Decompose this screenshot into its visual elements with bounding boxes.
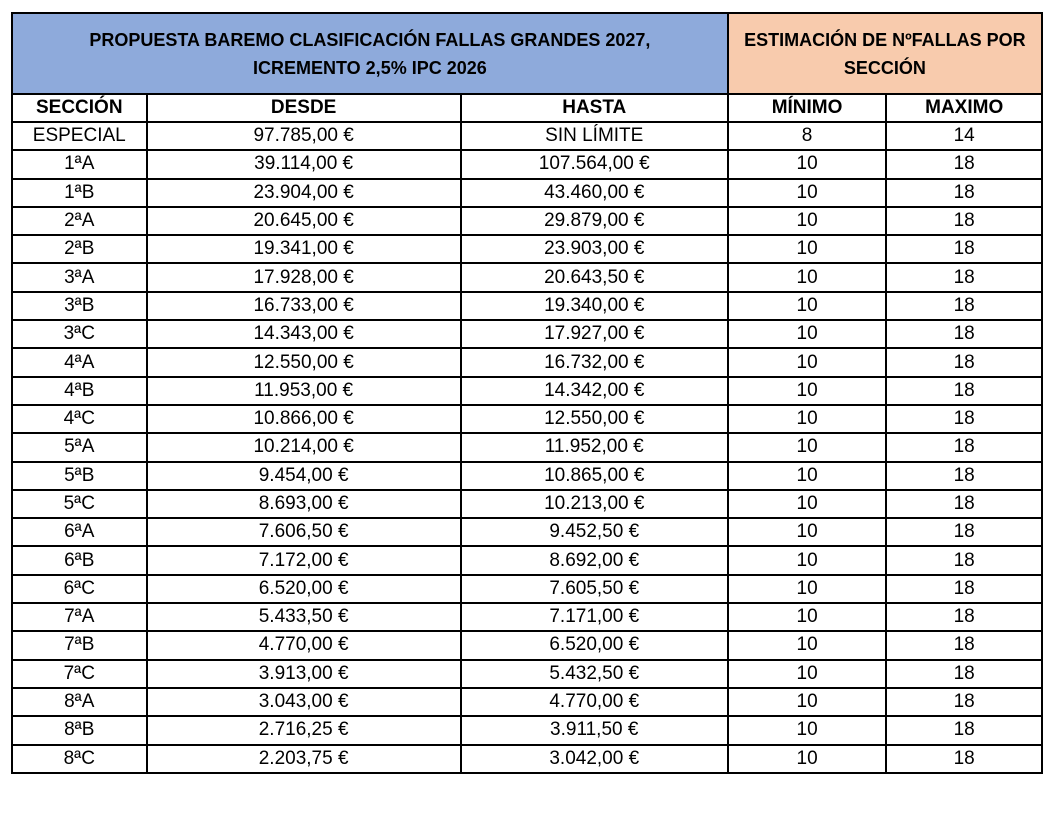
- cell-minimo: 10: [728, 716, 887, 744]
- column-header-row: [12, 94, 1042, 122]
- cell-desde: 7.172,00 €: [147, 546, 461, 574]
- cell-hasta: 4.770,00 €: [461, 688, 728, 716]
- table-row: [12, 575, 1042, 603]
- cell-maximo: 18: [886, 292, 1042, 320]
- table-row: [12, 207, 1042, 235]
- cell-hasta: 7.171,00 €: [461, 603, 728, 631]
- table-row: [12, 348, 1042, 376]
- cell-desde: 23.904,00 €: [147, 179, 461, 207]
- cell-maximo: 18: [886, 179, 1042, 207]
- cell-desde: 9.454,00 €: [147, 462, 461, 490]
- cell-minimo: 10: [728, 405, 887, 433]
- cell-minimo: 8: [728, 122, 887, 150]
- cell-minimo: 10: [728, 575, 887, 603]
- cell-desde: 39.114,00 €: [147, 150, 461, 178]
- cell-hasta: 3.911,50 €: [461, 716, 728, 744]
- cell-minimo: 10: [728, 603, 887, 631]
- cell-hasta: 20.643,50 €: [461, 263, 728, 291]
- cell-maximo: 18: [886, 235, 1042, 263]
- table-row: [12, 518, 1042, 546]
- cell-hasta: 17.927,00 €: [461, 320, 728, 348]
- table-row: [12, 716, 1042, 744]
- cell-desde: 10.214,00 €: [147, 433, 461, 461]
- cell-seccion: 3ªC: [12, 320, 147, 348]
- cell-hasta: 9.452,50 €: [461, 518, 728, 546]
- cell-hasta: 107.564,00 €: [461, 150, 728, 178]
- cell-seccion: ESPECIAL: [12, 122, 147, 150]
- cell-desde: 7.606,50 €: [147, 518, 461, 546]
- cell-hasta: 3.042,00 €: [461, 745, 728, 773]
- cell-minimo: 10: [728, 292, 887, 320]
- cell-seccion: 7ªB: [12, 631, 147, 659]
- cell-minimo: 10: [728, 518, 887, 546]
- table-row: [12, 546, 1042, 574]
- table-row: [12, 263, 1042, 291]
- header-hasta: HASTA: [461, 94, 728, 122]
- cell-minimo: 10: [728, 348, 887, 376]
- cell-hasta: 19.340,00 €: [461, 292, 728, 320]
- cell-desde: 19.341,00 €: [147, 235, 461, 263]
- cell-maximo: 18: [886, 490, 1042, 518]
- cell-desde: 10.866,00 €: [147, 405, 461, 433]
- cell-seccion: 1ªB: [12, 179, 147, 207]
- cell-maximo: 18: [886, 405, 1042, 433]
- cell-desde: 8.693,00 €: [147, 490, 461, 518]
- table-row: [12, 660, 1042, 688]
- cell-maximo: 18: [886, 546, 1042, 574]
- table-row: [12, 433, 1042, 461]
- cell-hasta: 29.879,00 €: [461, 207, 728, 235]
- cell-maximo: 18: [886, 716, 1042, 744]
- cell-maximo: 18: [886, 150, 1042, 178]
- cell-seccion: 4ªA: [12, 348, 147, 376]
- table-row: [12, 292, 1042, 320]
- table-row: [12, 462, 1042, 490]
- cell-seccion: 5ªA: [12, 433, 147, 461]
- cell-minimo: 10: [728, 660, 887, 688]
- header-desde: DESDE: [147, 94, 461, 122]
- cell-hasta: 5.432,50 €: [461, 660, 728, 688]
- cell-desde: 12.550,00 €: [147, 348, 461, 376]
- cell-minimo: 10: [728, 745, 887, 773]
- cell-minimo: 10: [728, 462, 887, 490]
- cell-maximo: 14: [886, 122, 1042, 150]
- cell-seccion: 5ªB: [12, 462, 147, 490]
- table-title-line1: PROPUESTA BAREMO CLASIFICACIÓN FALLAS GRANDES 2027,: [89, 29, 651, 50]
- cell-minimo: 10: [728, 207, 887, 235]
- cell-hasta: 10.213,00 €: [461, 490, 728, 518]
- cell-hasta: 14.342,00 €: [461, 377, 728, 405]
- cell-desde: 97.785,00 €: [147, 122, 461, 150]
- cell-minimo: 10: [728, 433, 887, 461]
- cell-seccion: 4ªB: [12, 377, 147, 405]
- cell-minimo: 10: [728, 179, 887, 207]
- cell-seccion: 6ªC: [12, 575, 147, 603]
- cell-maximo: 18: [886, 207, 1042, 235]
- cell-desde: 2.716,25 €: [147, 716, 461, 744]
- table-row: [12, 150, 1042, 178]
- estimate-title-line2: SECCIÓN: [843, 57, 926, 78]
- cell-seccion: 7ªA: [12, 603, 147, 631]
- title-row: [12, 13, 1042, 94]
- cell-maximo: 18: [886, 745, 1042, 773]
- estimate-title-line1: ESTIMACIÓN DE NºFALLAS POR: [744, 29, 1026, 50]
- cell-hasta: 23.903,00 €: [461, 235, 728, 263]
- cell-seccion: 8ªA: [12, 688, 147, 716]
- cell-desde: 5.433,50 €: [147, 603, 461, 631]
- cell-maximo: 18: [886, 631, 1042, 659]
- cell-maximo: 18: [886, 603, 1042, 631]
- cell-maximo: 18: [886, 320, 1042, 348]
- table-row: [12, 490, 1042, 518]
- cell-minimo: 10: [728, 377, 887, 405]
- baremo-sheet: [11, 12, 1043, 774]
- cell-desde: 3.043,00 €: [147, 688, 461, 716]
- cell-maximo: 18: [886, 348, 1042, 376]
- table-row: [12, 320, 1042, 348]
- cell-desde: 20.645,00 €: [147, 207, 461, 235]
- cell-desde: 11.953,00 €: [147, 377, 461, 405]
- cell-minimo: 10: [728, 688, 887, 716]
- cell-seccion: 3ªA: [12, 263, 147, 291]
- cell-maximo: 18: [886, 263, 1042, 291]
- cell-maximo: 18: [886, 518, 1042, 546]
- cell-maximo: 18: [886, 462, 1042, 490]
- estimate-title: [728, 13, 1042, 94]
- cell-hasta: 16.732,00 €: [461, 348, 728, 376]
- cell-seccion: 7ªC: [12, 660, 147, 688]
- header-seccion: SECCIÓN: [12, 94, 147, 122]
- cell-hasta: 12.550,00 €: [461, 405, 728, 433]
- cell-desde: 17.928,00 €: [147, 263, 461, 291]
- cell-seccion: 8ªB: [12, 716, 147, 744]
- cell-minimo: 10: [728, 235, 887, 263]
- cell-seccion: 8ªC: [12, 745, 147, 773]
- header-maximo: MAXIMO: [886, 94, 1042, 122]
- cell-seccion: 1ªA: [12, 150, 147, 178]
- cell-seccion: 5ªC: [12, 490, 147, 518]
- table-row: [12, 631, 1042, 659]
- header-minimo: MÍNIMO: [728, 94, 887, 122]
- table-row: [12, 179, 1042, 207]
- cell-minimo: 10: [728, 490, 887, 518]
- cell-desde: 14.343,00 €: [147, 320, 461, 348]
- cell-minimo: 10: [728, 320, 887, 348]
- cell-maximo: 18: [886, 688, 1042, 716]
- cell-hasta: 43.460,00 €: [461, 179, 728, 207]
- cell-seccion: 2ªB: [12, 235, 147, 263]
- cell-minimo: 10: [728, 546, 887, 574]
- baremo-table: [11, 12, 1043, 774]
- cell-hasta: 7.605,50 €: [461, 575, 728, 603]
- table-row: [12, 405, 1042, 433]
- cell-minimo: 10: [728, 263, 887, 291]
- cell-desde: 2.203,75 €: [147, 745, 461, 773]
- cell-minimo: 10: [728, 631, 887, 659]
- table-body: [12, 122, 1042, 773]
- cell-seccion: 4ªC: [12, 405, 147, 433]
- cell-desde: 4.770,00 €: [147, 631, 461, 659]
- cell-maximo: 18: [886, 377, 1042, 405]
- cell-seccion: 6ªB: [12, 546, 147, 574]
- table-row: [12, 122, 1042, 150]
- cell-maximo: 18: [886, 660, 1042, 688]
- cell-hasta: 8.692,00 €: [461, 546, 728, 574]
- table-title-line2: ICREMENTO 2,5% IPC 2026: [253, 57, 487, 78]
- cell-hasta: 11.952,00 €: [461, 433, 728, 461]
- cell-hasta: 10.865,00 €: [461, 462, 728, 490]
- table-row: [12, 745, 1042, 773]
- table-row: [12, 377, 1042, 405]
- cell-hasta: 6.520,00 €: [461, 631, 728, 659]
- cell-seccion: 3ªB: [12, 292, 147, 320]
- cell-maximo: 18: [886, 575, 1042, 603]
- cell-seccion: 6ªA: [12, 518, 147, 546]
- table-row: [12, 688, 1042, 716]
- table-row: [12, 235, 1042, 263]
- cell-minimo: 10: [728, 150, 887, 178]
- cell-seccion: 2ªA: [12, 207, 147, 235]
- cell-maximo: 18: [886, 433, 1042, 461]
- table-title: [12, 13, 728, 94]
- cell-desde: 16.733,00 €: [147, 292, 461, 320]
- cell-desde: 6.520,00 €: [147, 575, 461, 603]
- table-row: [12, 603, 1042, 631]
- cell-hasta: SIN LÍMITE: [461, 122, 728, 150]
- cell-desde: 3.913,00 €: [147, 660, 461, 688]
